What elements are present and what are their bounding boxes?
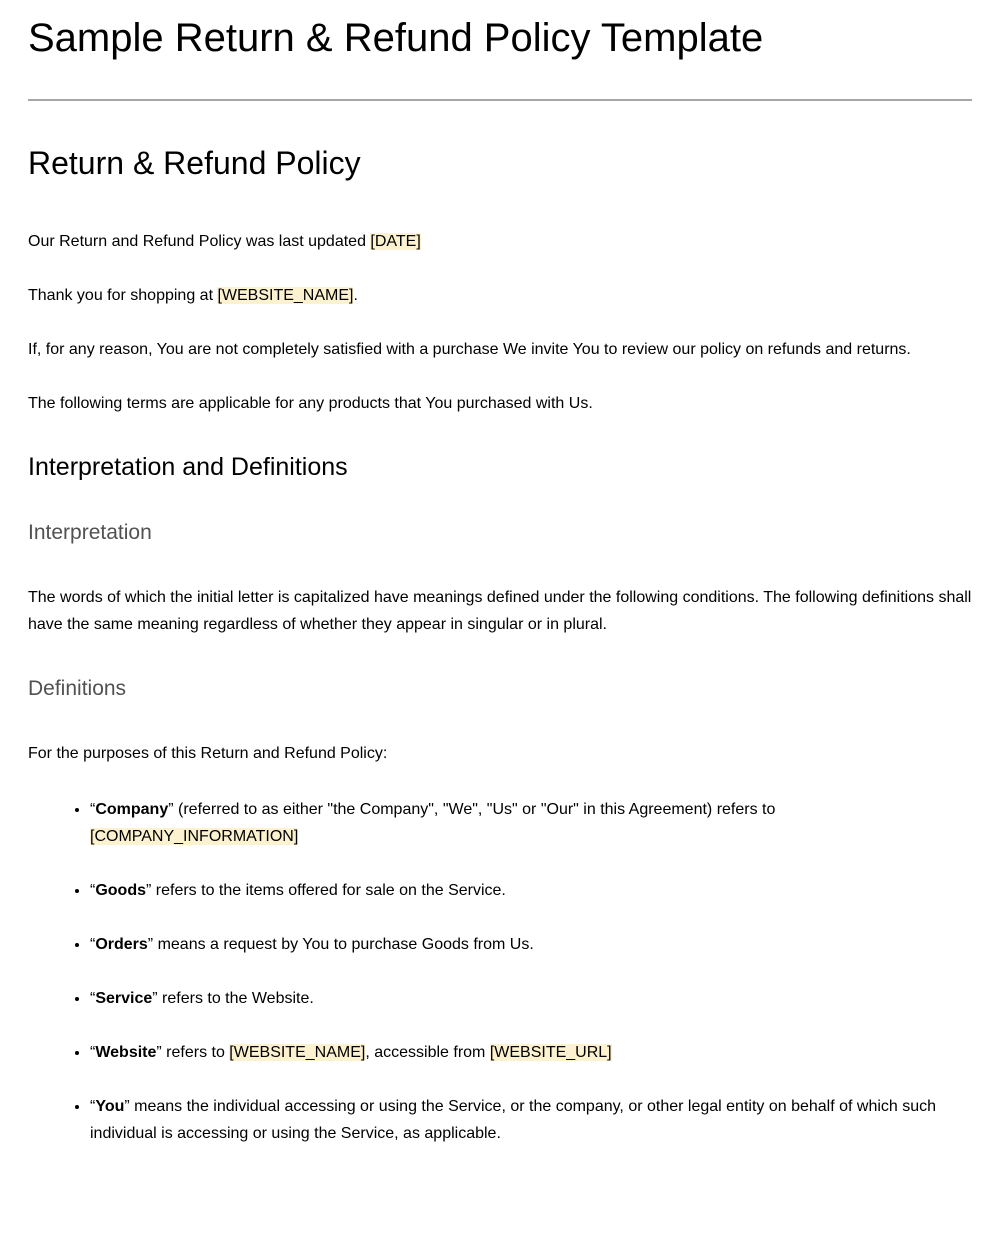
section-heading-interpretation-and-definitions: Interpretation and Definitions	[28, 453, 348, 481]
definition-item	[90, 1093, 972, 1147]
defined-term: You	[95, 1098, 125, 1115]
placeholder-token: [WEBSITE_NAME]	[229, 1044, 366, 1061]
text-run: ” refers to the items offered for sale on the Service.	[146, 882, 506, 899]
text-run: ” refers to the Website.	[152, 990, 314, 1007]
defined-term: Website	[95, 1044, 157, 1061]
text-run: “	[90, 801, 96, 818]
title-divider	[28, 99, 972, 101]
definition-item	[90, 931, 972, 958]
placeholder-token: [WEBSITE_NAME]	[217, 287, 354, 304]
text-run: “	[90, 1044, 96, 1061]
definition-item	[90, 877, 972, 904]
paragraph-following-terms: The following terms are applicable for any products that You purchased with Us.	[28, 395, 593, 412]
text-run: “	[90, 1098, 96, 1115]
paragraph-last-updated	[28, 228, 972, 255]
defined-term: Orders	[95, 936, 148, 953]
text-run: Thank you for shopping at	[28, 287, 218, 304]
placeholder-token: [COMPANY_INFORMATION]	[90, 828, 299, 845]
text-run: ” means the individual accessing or using the Service, or the company, or other legal entity on behalf of which such individual is accessing or using the Service, as applicable.	[90, 1098, 937, 1142]
paragraph-interpretation: The words of which the initial letter is capitalized have meanings defined under the following conditions. The following definitions shall have the same meaning regardless of whether they appear in singular or in plural.	[28, 589, 972, 633]
text-run: “	[90, 882, 96, 899]
definition-item	[90, 1039, 972, 1066]
placeholder-token: [WEBSITE_URL]	[489, 1044, 612, 1061]
text-run: “	[90, 990, 96, 1007]
text-run: “	[90, 936, 96, 953]
sub-heading-definitions: Definitions	[28, 677, 127, 700]
defined-term: Company	[95, 801, 169, 818]
text-run: Our Return and Refund Policy was last updated	[28, 233, 371, 250]
sub-heading-interpretation: Interpretation	[28, 521, 152, 544]
text-run: ” refers to	[156, 1044, 230, 1061]
text-run: ” (referred to as either "the Company", "We", "Us" or "Our" in this Agreement) refers to	[168, 801, 776, 818]
definition-item	[90, 796, 972, 850]
text-run: , accessible from	[365, 1044, 490, 1061]
defined-term: Service	[95, 990, 153, 1007]
main-heading: Return & Refund Policy	[28, 145, 361, 181]
placeholder-token: [DATE]	[370, 233, 421, 250]
text-run: .	[353, 287, 358, 304]
page-title: Sample Return & Refund Policy Template	[28, 16, 764, 60]
text-run: ” means a request by You to purchase Goods from Us.	[147, 936, 534, 953]
defined-term: Goods	[95, 882, 146, 899]
definition-item	[90, 985, 972, 1012]
definitions-list	[28, 796, 972, 1147]
paragraph-definitions-intro: For the purposes of this Return and Refund Policy:	[28, 745, 388, 762]
paragraph-thank-you	[28, 282, 972, 309]
paragraph-not-satisfied: If, for any reason, You are not completely satisfied with a purchase We invite You to review our policy on refunds and returns.	[28, 341, 911, 358]
